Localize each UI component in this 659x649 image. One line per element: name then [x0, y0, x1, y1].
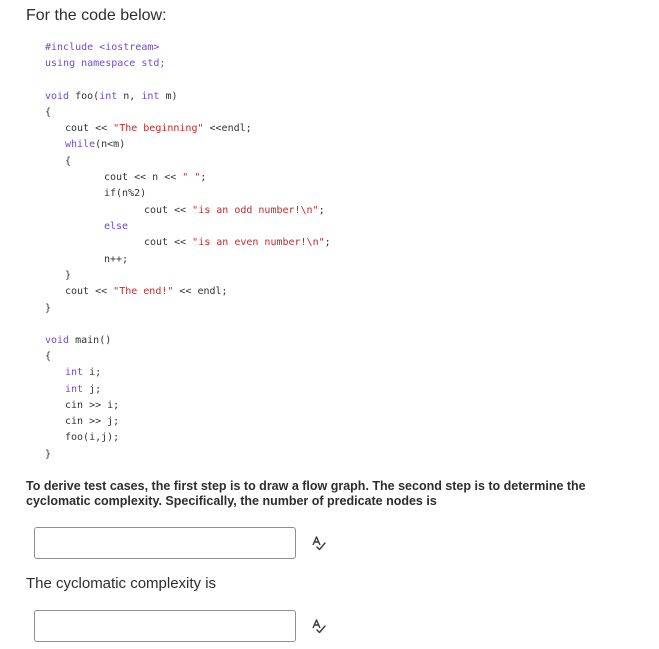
code-line-cout-n: cout << n << " ";: [104, 172, 207, 183]
code-line-call-foo: foo(i,j);: [65, 432, 120, 443]
question-text: To derive test cases, the first step is to draw a flow graph. The second step is to determine the cyclomatic complexity. Specifically, the number of predicate nodes is: [26, 479, 586, 508]
code-line-else: else: [104, 221, 129, 232]
code-line-close-brace: }: [45, 303, 52, 314]
code-line-cout-beginning: cout << "The beginning" <<endl;: [65, 123, 252, 134]
code-line-main-signature: void main(): [45, 335, 112, 346]
code-line-foo-signature: void foo(int n, int m): [45, 91, 178, 102]
code-line-increment: n++;: [104, 254, 129, 265]
cyclomatic-complexity-answer-input[interactable]: [34, 610, 296, 642]
code-line-int-j: int j;: [65, 384, 102, 395]
code-line-include: #include <iostream>: [45, 42, 160, 53]
code-line-close-brace-main: }: [45, 449, 52, 460]
code-line-int-i: int i;: [65, 367, 102, 378]
code-line-while: while(n<m): [65, 139, 126, 150]
predicate-nodes-answer-input[interactable]: [34, 527, 296, 559]
code-line-using: using namespace std;: [45, 58, 166, 69]
code-line-open-brace: {: [45, 107, 52, 118]
question-heading: For the code below:: [26, 7, 167, 24]
code-line-cin-i: cin >> i;: [65, 400, 120, 411]
code-line-if: if(n%2): [104, 188, 147, 199]
code-line-cout-end: cout << "The end!" << endl;: [65, 286, 228, 297]
cyclomatic-complexity-label: The cyclomatic complexity is: [26, 575, 217, 592]
code-line-close-brace-while: }: [65, 270, 72, 281]
code-line-cout-odd: cout << "is an odd number!\n";: [144, 205, 325, 216]
code-line-cout-even: cout << "is an even number!\n";: [144, 237, 331, 248]
code-line-open-brace-main: {: [45, 351, 52, 362]
spellcheck-icon[interactable]: [311, 535, 327, 551]
code-line-open-brace-while: {: [65, 156, 72, 167]
code-line-cin-j: cin >> j;: [65, 416, 120, 427]
spellcheck-icon[interactable]: [311, 618, 327, 634]
